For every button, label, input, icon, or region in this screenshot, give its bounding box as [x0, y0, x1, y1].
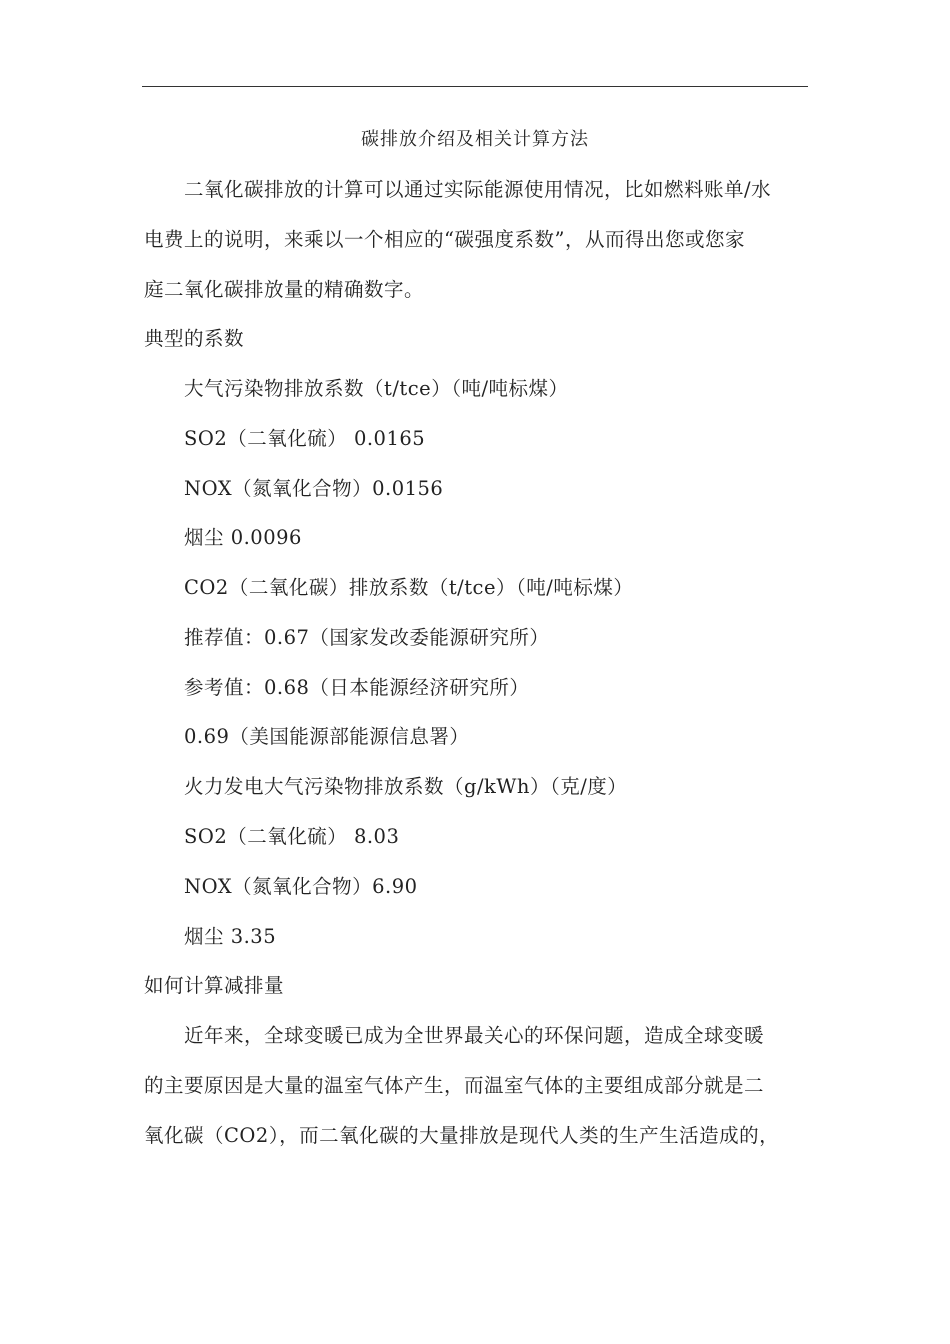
paragraph-line: 二氧化碳排放的计算可以通过实际能源使用情况，比如燃料账单/水: [184, 178, 772, 201]
list-item: NOX（氮氧化合物）6.90: [184, 875, 418, 898]
section-heading: 典型的系数: [144, 327, 245, 350]
list-item: 大气污染物排放系数（t/tce）（吨/吨标煤）: [184, 377, 569, 400]
list-item: SO2（二氧化硫） 0.0165: [184, 427, 426, 450]
paragraph-line: 庭二氧化碳排放量的精确数字。: [144, 278, 425, 301]
list-item: 参考值：0.68（日本能源经济研究所）: [184, 676, 530, 699]
list-item: 烟尘 0.0096: [184, 526, 302, 549]
page-title: 碳排放介绍及相关计算方法: [361, 129, 589, 150]
list-item: NOX（氮氧化合物）0.0156: [184, 477, 444, 500]
list-item: SO2（二氧化硫） 8.03: [184, 825, 400, 848]
paragraph-line: 的主要原因是大量的温室气体产生，而温室气体的主要组成部分就是二: [144, 1074, 765, 1097]
paragraph-line: 近年来，全球变暖已成为全世界最关心的环保问题，造成全球变暖: [184, 1024, 765, 1047]
list-item: 0.69（美国能源部能源信息署）: [184, 725, 470, 748]
list-item: 推荐值：0.67（国家发改委能源研究所）: [184, 626, 550, 649]
list-item: 火力发电大气污染物排放系数（g/kWh）（克/度）: [184, 775, 628, 798]
list-item: CO2（二氧化碳）排放系数（t/tce）（吨/吨标煤）: [184, 576, 634, 599]
list-item: 烟尘 3.35: [184, 925, 277, 948]
paragraph-line: 电费上的说明，来乘以一个相应的“碳强度系数”，从而得出您或您家: [144, 228, 745, 251]
top-rule: [142, 86, 808, 87]
section-heading: 如何计算减排量: [144, 974, 285, 997]
paragraph-line: 氧化碳（CO2），而二氧化碳的大量排放是现代人类的生产生活造成的，: [144, 1124, 780, 1147]
